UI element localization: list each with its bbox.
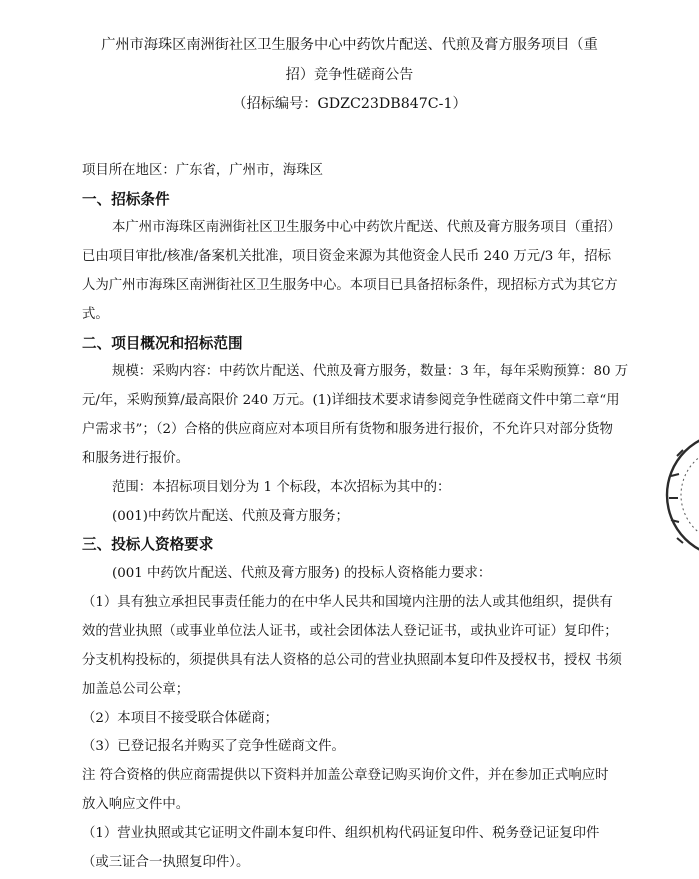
section-3-line-5: 加盖总公司公章； [82, 682, 190, 697]
section-2-heading: 二、项目概况和招标范围 [82, 335, 243, 352]
section-2-line-6: (001)中药饮片配送、代煎及膏方服务； [112, 509, 349, 524]
section-3-line-3: 效的营业执照（或事业单位法人证书，或社会团体法人登记证书，或执业许可证）复印件； [82, 624, 618, 639]
section-3-line-6: （2）本项目不接受联合体磋商； [82, 711, 278, 726]
section-3-line-2: （1）具有独立承担民事责任能力的在中华人民共和国境内注册的法人或其他组织，提供有 [82, 595, 613, 610]
title-line-2: 招）竞争性磋商公告 [285, 67, 414, 83]
section-1-line-1: 本广州市海珠区南洲街社区卫生服务中心中药饮片配送、代煎及膏方服务项目（重招） [112, 220, 621, 235]
section-2-line-5: 范围：本招标项目划分为 1 个标段，本次招标为其中的： [112, 480, 451, 495]
seal-inner-ring [681, 447, 699, 543]
project-location: 项目所在地区：广东省，广州市，海珠区 [82, 163, 324, 178]
section-2-line-2: 元/年，采购预算/最高限价 240 万元。(1)详细技术要求请参阅竞争性磋商文件中第二章“用 [82, 393, 620, 408]
section-3-line-1: (001 中药饮片配送、代煎及膏方服务) 的投标人资格能力要求： [112, 566, 492, 581]
seal-outer-ring [667, 433, 699, 557]
official-seal-stamp [657, 420, 699, 570]
section-2-line-4: 和服务进行报价。 [82, 451, 190, 466]
section-3-line-11: （或三证合一执照复印件）。 [82, 855, 250, 870]
section-3-line-8: 注 符合资格的供应商需提供以下资料并加盖公章登记购买询价文件，并在参加正式响应时 [82, 768, 609, 783]
section-3-line-10: （1）营业执照或其它证明文件副本复印件、组织机构代码证复印件、税务登记证复印件 [82, 826, 600, 841]
section-1-line-4: 式。 [82, 307, 109, 322]
section-3-heading: 三、投标人资格要求 [82, 536, 214, 553]
section-1-line-3: 人为广州市海珠区南洲街社区卫生服务中心。本项目已具备招标条件，现招标方式为其它方 [82, 278, 618, 293]
section-3-line-9: 放入响应文件中。 [82, 797, 190, 812]
section-3-line-7: （3）已登记报名并购买了竞争性磋商文件。 [82, 739, 345, 754]
section-2-line-1: 规模：采购内容：中药饮片配送、代煎及膏方服务，数量：3 年，每年采购预算：80 万 [112, 364, 629, 379]
section-2-line-3: 户需求书”；（2）合格的供应商应对本项目所有货物和服务进行报价，不允许只对部分货物 [82, 422, 613, 437]
bid-number: （招标编号：GDZC23DB847C-1） [232, 96, 467, 112]
title-line-1: 广州市海珠区南洲街社区卫生服务中心中药饮片配送、代煎及膏方服务项目（重 [101, 37, 598, 53]
section-1-heading: 一、招标条件 [82, 191, 170, 208]
section-1-line-2: 已由项目审批/核准/备案机关批准，项目资金来源为其他资金人民币 240 万元/3 年，招标 [82, 249, 612, 264]
section-3-line-4: 分支机构投标的，须提供具有法人资格的总公司的营业执照副本复印件及授权书，授权 书须 [82, 653, 622, 668]
